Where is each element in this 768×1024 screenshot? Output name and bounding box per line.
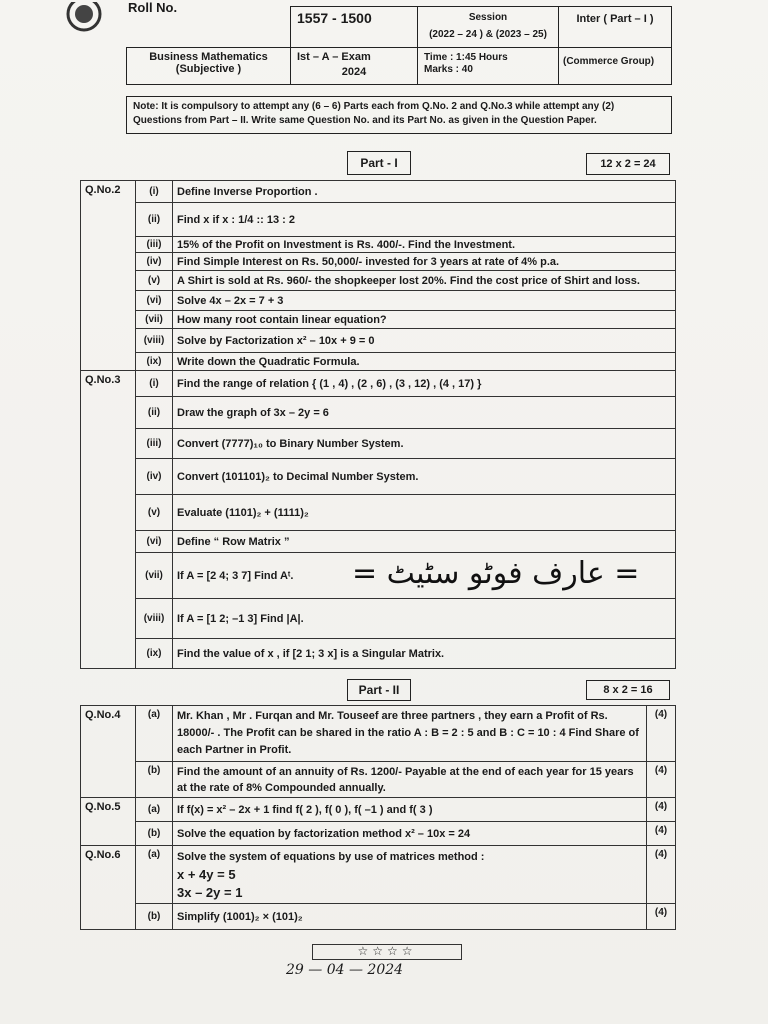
question-text: Solve the equation by factorization method x² – 10x = 24 bbox=[173, 822, 647, 846]
table-row bbox=[81, 599, 676, 639]
marks-value: Marks : 40 bbox=[424, 64, 473, 75]
part-number: (v) bbox=[136, 271, 173, 291]
part-number: (b) bbox=[136, 904, 173, 930]
table-row bbox=[81, 798, 676, 822]
part-number: (ix) bbox=[136, 353, 173, 371]
table-row bbox=[81, 371, 676, 397]
shop-stamp bbox=[352, 556, 639, 591]
part-number: (a) bbox=[136, 846, 173, 904]
part1-score: 12 x 2 = 24 bbox=[586, 153, 670, 175]
question-text: Define “ Row Matrix ” bbox=[173, 531, 676, 553]
table-row bbox=[81, 181, 676, 203]
table-row bbox=[81, 762, 676, 798]
question-text: Mr. Khan , Mr . Furqan and Mr. Touseef are three partners , they earn a Profit of Rs. 18000/- . The Profit can be shared in the ratio A : B = 2 : 5 and B : C = 10 : 4 Find Share of each Partner in Profit. bbox=[173, 706, 647, 762]
question-text: Write down the Quadratic Formula. bbox=[173, 353, 676, 371]
table-row bbox=[81, 397, 676, 429]
table-row bbox=[81, 353, 676, 371]
part-number: (i) bbox=[136, 181, 173, 203]
part-number: (iv) bbox=[136, 253, 173, 271]
exam-cell bbox=[290, 47, 418, 85]
table-row bbox=[81, 203, 676, 237]
question-text: Simplify (1001)₂ × (101)₂ bbox=[173, 904, 647, 930]
q4-label: Q.No.4 bbox=[81, 706, 136, 798]
table-row bbox=[81, 253, 676, 271]
question-text: Find the value of x , if [2 1; 3 x] is a Singular Matrix. bbox=[173, 639, 676, 669]
class-label: Inter ( Part – I ) bbox=[576, 13, 654, 25]
part-number: (viii) bbox=[136, 329, 173, 353]
marks: (4) bbox=[647, 706, 676, 762]
question-text: If A = [1 2; –1 3] Find |A|. bbox=[173, 599, 676, 639]
question-text bbox=[173, 846, 647, 904]
q6-label: Q.No.6 bbox=[81, 846, 136, 930]
part-number: (b) bbox=[136, 822, 173, 846]
stamp-text: = عارف فوٹو سٹیٹ = bbox=[352, 556, 640, 591]
roll-no-label: Roll No. bbox=[128, 0, 178, 15]
question-text: Find the amount of an annuity of Rs. 1200/- Payable at the end of each year for 15 years at the rate of 8% Compounded annually. bbox=[173, 762, 647, 798]
note-box bbox=[126, 96, 672, 134]
marks: (4) bbox=[647, 904, 676, 930]
q5-label: Q.No.5 bbox=[81, 798, 136, 846]
part-number: (ii) bbox=[136, 203, 173, 237]
subject-type: (Subjective ) bbox=[175, 63, 242, 75]
table-row bbox=[81, 271, 676, 291]
question-text: Find x if x : 1/4 :: 13 : 2 bbox=[173, 203, 676, 237]
q6a-equation1: x + 4y = 5 bbox=[177, 866, 236, 882]
part2-score: 8 x 2 = 16 bbox=[586, 680, 670, 700]
group-cell bbox=[558, 47, 672, 85]
part-number: (iii) bbox=[136, 429, 173, 459]
question-text: Evaluate (1101)₂ + (1111)₂ bbox=[173, 495, 676, 531]
subject-name: Business Mathematics bbox=[149, 51, 268, 63]
marks: (4) bbox=[647, 846, 676, 904]
paper-code: 1557 - 1500 bbox=[297, 10, 372, 26]
part-number: (a) bbox=[136, 798, 173, 822]
part-number: (vii) bbox=[136, 311, 173, 329]
table-row bbox=[81, 639, 676, 669]
group-label: (Commerce Group) bbox=[563, 56, 655, 67]
part-number: (ii) bbox=[136, 397, 173, 429]
table-row bbox=[81, 237, 676, 253]
part-number: (iv) bbox=[136, 459, 173, 495]
exam-name: Ist – A – Exam bbox=[297, 51, 371, 63]
exam-year: 2024 bbox=[341, 66, 367, 78]
table-row bbox=[81, 291, 676, 311]
table-row bbox=[81, 706, 676, 762]
table-row bbox=[81, 429, 676, 459]
board-logo bbox=[64, 2, 104, 42]
marks: (4) bbox=[647, 822, 676, 846]
time-cell bbox=[417, 47, 559, 85]
question-text: Solve 4x – 2x = 7 + 3 bbox=[173, 291, 676, 311]
session-cell bbox=[417, 6, 559, 48]
question-text: Define Inverse Proportion . bbox=[173, 181, 676, 203]
question-text: Convert (101101)₂ to Decimal Number System. bbox=[173, 459, 676, 495]
part-number: (vi) bbox=[136, 531, 173, 553]
part-number: (viii) bbox=[136, 599, 173, 639]
table-row bbox=[81, 495, 676, 531]
q3-label: Q.No.3 bbox=[81, 371, 136, 669]
paper-code-cell bbox=[290, 6, 418, 48]
question-text: Solve by Factorization x² – 10x + 9 = 0 bbox=[173, 329, 676, 353]
question-text: Find Simple Interest on Rs. 50,000/- invested for 3 years at rate of 4% p.a. bbox=[173, 253, 676, 271]
marks: (4) bbox=[647, 798, 676, 822]
table-row bbox=[81, 459, 676, 495]
table-row bbox=[81, 904, 676, 930]
session-value: (2022 – 24 ) & (2023 – 25) bbox=[429, 29, 547, 40]
part-number: (b) bbox=[136, 762, 173, 798]
table-row bbox=[81, 311, 676, 329]
star-icon: ☆☆☆☆ bbox=[357, 944, 417, 958]
time-value: Time : 1:45 Hours bbox=[424, 52, 508, 63]
marks: (4) bbox=[647, 762, 676, 798]
question-text: 15% of the Profit on Investment is Rs. 400/-. Find the Investment. bbox=[173, 237, 676, 253]
q2-label: Q.No.2 bbox=[81, 181, 136, 371]
question-text: If f(x) = x² – 2x + 1 find f( 2 ), f( 0 ), f( –1 ) and f( 3 ) bbox=[173, 798, 647, 822]
subject-cell bbox=[126, 47, 291, 85]
part1-title: Part - I bbox=[347, 151, 411, 175]
question-text: Find the range of relation { (1 , 4) , (2 , 6) , (3 , 12) , (4 , 17) } bbox=[173, 371, 676, 397]
part1-table bbox=[80, 180, 676, 669]
table-row bbox=[81, 531, 676, 553]
stars-box bbox=[312, 944, 462, 960]
class-cell bbox=[558, 6, 672, 48]
session-label: Session bbox=[468, 12, 508, 23]
question-text: Convert (7777)₁₀ to Binary Number System. bbox=[173, 429, 676, 459]
part-number: (v) bbox=[136, 495, 173, 531]
part-number: (i) bbox=[136, 371, 173, 397]
question-text: How many root contain linear equation? bbox=[173, 311, 676, 329]
table-row bbox=[81, 822, 676, 846]
question-text: A Shirt is sold at Rs. 960/- the shopkeeper lost 20%. Find the cost price of Shirt and loss. bbox=[173, 271, 676, 291]
part-number: (vi) bbox=[136, 291, 173, 311]
part-number: (iii) bbox=[136, 237, 173, 253]
part-number: (a) bbox=[136, 706, 173, 762]
question-text: Draw the graph of 3x – 2y = 6 bbox=[173, 397, 676, 429]
part-number: (vii) bbox=[136, 553, 173, 599]
part2-title: Part - II bbox=[347, 679, 411, 701]
q6a-instruction: Solve the system of equations by use of matrices method : bbox=[177, 850, 485, 863]
q6a-equation2: 3x – 2y = 1 bbox=[177, 884, 243, 900]
table-row bbox=[81, 846, 676, 904]
table-row bbox=[81, 329, 676, 353]
part-number: (ix) bbox=[136, 639, 173, 669]
handwritten-date: 29 — 04 — 2024 bbox=[286, 962, 404, 978]
note-text: Note: It is compulsory to attempt any (6 – 6) Parts each from Q.No. 2 and Q.No.3 while attempt any (2) Questions from Part – II. Write same Question No. and its Part No. as given in the Question Paper. bbox=[133, 101, 615, 126]
part2-table bbox=[80, 705, 676, 930]
question-text: If A = [2 4; 3 7] Find Aᵗ. bbox=[173, 553, 676, 599]
